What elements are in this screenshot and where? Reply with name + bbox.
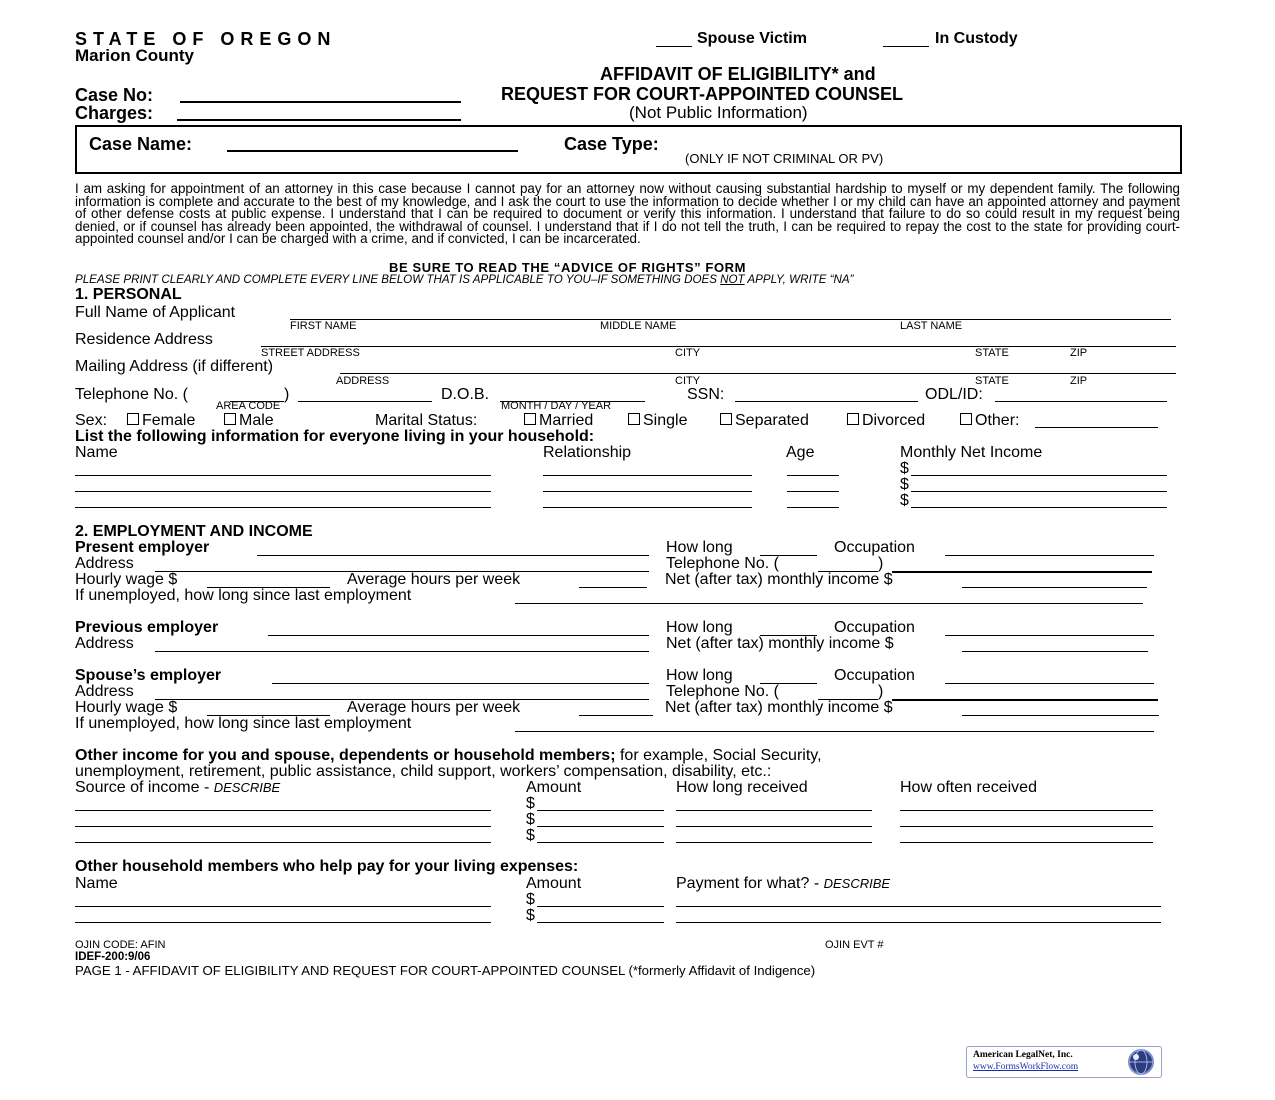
income-dollar-3: $ <box>526 827 535 844</box>
household-dollar-2: $ <box>900 476 909 493</box>
spouse-net-income-label: Net (after tax) monthly income $ <box>665 699 893 716</box>
american-legalnet-logo <box>966 1046 1162 1078</box>
married-option[interactable]: Married <box>524 412 593 430</box>
spouse-unemployed-field[interactable] <box>515 731 1154 732</box>
case-type-note: (ONLY IF NOT CRIMINAL OR PV) <box>685 151 884 166</box>
case-type-label: Case Type: <box>564 134 659 154</box>
helpers-name-label: Name <box>75 875 118 892</box>
ssn-label: SSN: <box>687 386 725 403</box>
dob-caption: MONTH / DAY / YEAR <box>501 400 612 412</box>
previous-address-field[interactable] <box>155 651 649 652</box>
income-how-long-field-2[interactable] <box>676 826 872 827</box>
residence-state-caption: STATE <box>975 347 1009 359</box>
present-telephone-paren: ) <box>878 555 884 572</box>
telephone-field[interactable] <box>298 401 432 402</box>
male-option[interactable]: Male <box>224 412 274 430</box>
income-dollar-2: $ <box>526 811 535 828</box>
household-col-age: Age <box>786 444 815 461</box>
spouse-occupation-label: Occupation <box>834 667 915 684</box>
full-name-label: Full Name of Applicant <box>75 304 236 321</box>
mailing-field[interactable] <box>340 373 1176 374</box>
middle-name-caption: MIDDLE NAME <box>600 320 677 332</box>
case-no-label: Case No: <box>75 85 154 105</box>
female-checkbox[interactable] <box>127 413 139 425</box>
helper-name-field-1[interactable] <box>75 906 491 907</box>
how-often-received-label: How often received <box>900 779 1037 796</box>
present-avg-hours-field[interactable] <box>579 587 647 588</box>
spouse-victim-label: Spouse Victim <box>697 30 807 47</box>
separated-checkbox[interactable] <box>720 413 732 425</box>
present-employer-label: Present employer <box>75 539 210 556</box>
spouse-employer-label: Spouse’s employer <box>75 667 222 684</box>
present-telephone-field[interactable] <box>892 571 1152 573</box>
last-name-caption: LAST NAME <box>900 320 963 332</box>
helpers-amount-label: Amount <box>526 875 582 892</box>
other-income-heading: Other income for you and spouse, dependents or household members; for example, Social Security, <box>75 747 822 764</box>
income-source-field-1[interactable] <box>75 810 491 811</box>
spouse-telephone-label: Telephone No. ( <box>666 683 779 700</box>
helper-name-field-2[interactable] <box>75 922 491 923</box>
spouse-telephone-paren: ) <box>878 683 884 700</box>
first-name-caption: FIRST NAME <box>290 320 357 332</box>
helper-amount-field-2[interactable] <box>537 922 664 923</box>
previous-employer-field[interactable] <box>268 635 649 636</box>
household-age-field-3[interactable] <box>787 507 839 508</box>
household-relationship-field-2[interactable] <box>543 491 752 492</box>
logo-website-link[interactable]: www.FormsWorkFlow.com <box>973 1062 1079 1072</box>
full-name-field[interactable] <box>290 319 1171 320</box>
household-name-field-2[interactable] <box>75 491 491 492</box>
telephone-paren: ) <box>284 386 290 403</box>
source-of-income-label: Source of income - DESCRIBE <box>75 779 281 796</box>
income-amount-field-2[interactable] <box>537 826 664 827</box>
separated-option[interactable]: Separated <box>720 412 809 430</box>
income-how-often-field-2[interactable] <box>900 826 1153 827</box>
residence-field[interactable] <box>261 346 1176 347</box>
male-checkbox[interactable] <box>224 413 236 425</box>
state-title: STATE OF OREGON <box>75 29 337 49</box>
advice-of-rights-note: BE SURE TO READ THE “ADVICE OF RIGHTS” FORM <box>389 260 747 275</box>
in-custody-label: In Custody <box>935 30 1018 47</box>
spouse-address-label: Address <box>75 683 134 700</box>
mailing-address-caption: ADDRESS <box>336 375 390 387</box>
income-how-often-field-1[interactable] <box>900 810 1153 811</box>
dob-label: D.O.B. <box>441 386 490 403</box>
present-telephone-label: Telephone No. ( <box>666 555 779 572</box>
mailing-zip-caption: ZIP <box>1070 375 1088 387</box>
household-dollar-1: $ <box>900 460 909 477</box>
payment-for-label: Payment for what? - DESCRIBE <box>676 875 891 892</box>
income-how-long-field-3[interactable] <box>676 842 872 843</box>
spouse-avg-hours-field[interactable] <box>579 715 653 716</box>
in-custody-field[interactable] <box>883 46 929 47</box>
helper-payment-field-2[interactable] <box>676 922 1161 923</box>
spouse-how-long-label: How long <box>666 667 733 684</box>
spouse-net-income-field[interactable] <box>962 715 1159 716</box>
form-title-line1: AFFIDAVIT OF ELIGIBILITY* and <box>600 64 876 84</box>
previous-how-long-label: How long <box>666 619 733 636</box>
logo-company-name: American LegalNet, Inc. <box>973 1050 1073 1060</box>
present-net-income-field[interactable] <box>962 587 1147 588</box>
previous-occupation-label: Occupation <box>834 619 915 636</box>
household-dollar-3: $ <box>900 492 909 509</box>
area-code-caption: AREA CODE <box>216 400 281 412</box>
residence-zip-caption: ZIP <box>1070 347 1088 359</box>
spouse-avg-hours-label: Average hours per week <box>347 699 521 716</box>
previous-employer-label: Previous employer <box>75 619 219 636</box>
case-name-label: Case Name: <box>89 134 193 154</box>
present-hourly-wage-label: Hourly wage $ <box>75 571 178 588</box>
spouse-telephone-field[interactable] <box>892 699 1158 701</box>
spouse-victim-field[interactable] <box>656 46 692 47</box>
other-income-examples: unemployment, retirement, public assistance, child support, workers’ compensation, disability, etc.: <box>75 763 772 780</box>
case-no-field[interactable] <box>180 101 461 103</box>
income-amount-field-1[interactable] <box>537 810 664 811</box>
charges-label: Charges: <box>75 103 154 123</box>
household-col-name: Name <box>75 444 118 461</box>
household-income-field-3[interactable] <box>911 507 1167 508</box>
household-income-field-1[interactable] <box>911 475 1167 476</box>
household-col-relationship: Relationship <box>543 444 632 461</box>
income-source-field-3[interactable] <box>75 842 491 843</box>
odl-label: ODL/ID: <box>925 386 983 403</box>
present-how-long-label: How long <box>666 539 733 556</box>
income-amount-field-3[interactable] <box>537 842 664 843</box>
marital-status-label: Marital Status: <box>375 412 478 429</box>
single-option[interactable]: Single <box>628 412 687 430</box>
previous-address-label: Address <box>75 635 134 652</box>
mailing-label: Mailing Address (if different) <box>75 358 274 375</box>
spouse-occupation-field[interactable] <box>945 683 1154 684</box>
household-age-field-1[interactable] <box>787 475 839 476</box>
household-age-field-2[interactable] <box>787 491 839 492</box>
helper-dollar-1: $ <box>526 891 535 908</box>
form-title-line3: (Not Public Information) <box>629 103 808 122</box>
other-status-field[interactable] <box>1035 427 1158 428</box>
income-dollar-1: $ <box>526 795 535 812</box>
divorced-option[interactable]: Divorced <box>847 412 925 430</box>
helper-dollar-2: $ <box>526 907 535 924</box>
present-occupation-field[interactable] <box>945 555 1154 556</box>
spouse-employer-field[interactable] <box>272 683 649 684</box>
charges-field[interactable] <box>177 119 461 121</box>
household-relationship-field-3[interactable] <box>543 507 752 508</box>
form-id: IDEF-200:9/06 <box>75 951 151 963</box>
present-occupation-label: Occupation <box>834 539 915 556</box>
present-net-income-label: Net (after tax) monthly income $ <box>665 571 893 588</box>
ojin-code: OJIN CODE: AFIN <box>75 939 166 951</box>
odl-field[interactable] <box>995 401 1167 402</box>
page-footer-line: PAGE 1 - AFFIDAVIT OF ELIGIBILITY AND REQUEST FOR COURT-APPOINTED COUNSEL (*formerly Affidavit of Indigence) <box>75 963 816 978</box>
residence-city-caption: CITY <box>675 347 701 359</box>
divorced-checkbox[interactable] <box>847 413 859 425</box>
income-source-field-2[interactable] <box>75 826 491 827</box>
other-income-amount-label: Amount <box>526 779 582 796</box>
ssn-field[interactable] <box>735 401 918 402</box>
other-checkbox[interactable] <box>960 413 972 425</box>
previous-net-income-label: Net (after tax) monthly income $ <box>666 635 894 652</box>
present-employer-field[interactable] <box>257 555 649 556</box>
household-income-field-2[interactable] <box>911 491 1167 492</box>
print-instruction: PLEASE PRINT CLEARLY AND COMPLETE EVERY LINE BELOW THAT IS APPLICABLE TO YOU–IF SOMETHING DOES NOT APPLY, WRITE “NA” <box>75 273 854 286</box>
household-name-field-1[interactable] <box>75 475 491 476</box>
single-checkbox[interactable] <box>628 413 640 425</box>
residence-label: Residence Address <box>75 331 213 348</box>
spouse-hourly-wage-label: Hourly wage $ <box>75 699 178 716</box>
personal-heading: 1. PERSONAL <box>75 286 182 303</box>
case-name-field[interactable] <box>227 150 518 152</box>
present-unemployed-field[interactable] <box>515 603 1143 604</box>
previous-occupation-field[interactable] <box>945 635 1154 636</box>
present-avg-hours-label: Average hours per week <box>347 571 521 588</box>
how-long-received-label: How long received <box>676 779 808 796</box>
spouse-unemployed-label: If unemployed, how long since last employment <box>75 715 412 732</box>
income-how-often-field-3[interactable] <box>900 842 1153 843</box>
other-option[interactable]: Other: <box>960 412 1019 430</box>
form-title-line2: REQUEST FOR COURT-APPOINTED COUNSEL <box>501 84 904 104</box>
mailing-city-caption: CITY <box>675 375 701 387</box>
ojin-evt: OJIN EVT # <box>825 939 884 951</box>
present-address-label: Address <box>75 555 134 572</box>
household-relationship-field-1[interactable] <box>543 475 752 476</box>
present-unemployed-label: If unemployed, how long since last employment <box>75 587 412 604</box>
mailing-state-caption: STATE <box>975 375 1009 387</box>
intro-paragraph: I am asking for appointment of an attorney in this case because I cannot pay for an attorney now without causing substantial hardship to myself or my dependent family. The following information is complete and accurate to the best of my knowledge, and I ask the court to use the information to decide whether I or my child can have an appointed attorney and payment of other defense costs at public expense. I understand that I can be required to document or verify this information. I understand that failure to do so could result in my request being denied, or if counsel has already been appointed, the withdrawal of counsel. I understand that if I do not tell the truth, I can be required to repay the cost to the state for providing court-appointed counsel and/or I can be charged with a crime, and if convicted, I can be incarcerated. <box>75 181 1180 247</box>
previous-net-income-field[interactable] <box>962 651 1148 652</box>
helper-amount-field-1[interactable] <box>537 906 664 907</box>
employment-heading: 2. EMPLOYMENT AND INCOME <box>75 523 313 540</box>
household-col-income: Monthly Net Income <box>900 444 1043 461</box>
helpers-heading: Other household members who help pay for your living expenses: <box>75 858 579 875</box>
street-address-caption: STREET ADDRESS <box>261 347 360 359</box>
county-name: Marion County <box>75 46 194 65</box>
telephone-label: Telephone No. ( <box>75 386 188 403</box>
globe-icon <box>1125 1048 1157 1076</box>
household-heading: List the following information for everyone living in your household: <box>75 428 595 445</box>
female-option[interactable]: Female <box>127 412 195 430</box>
income-how-long-field-1[interactable] <box>676 810 872 811</box>
married-checkbox[interactable] <box>524 413 536 425</box>
helper-payment-field-1[interactable] <box>676 906 1161 907</box>
household-name-field-3[interactable] <box>75 507 491 508</box>
sex-label: Sex: <box>75 412 108 429</box>
